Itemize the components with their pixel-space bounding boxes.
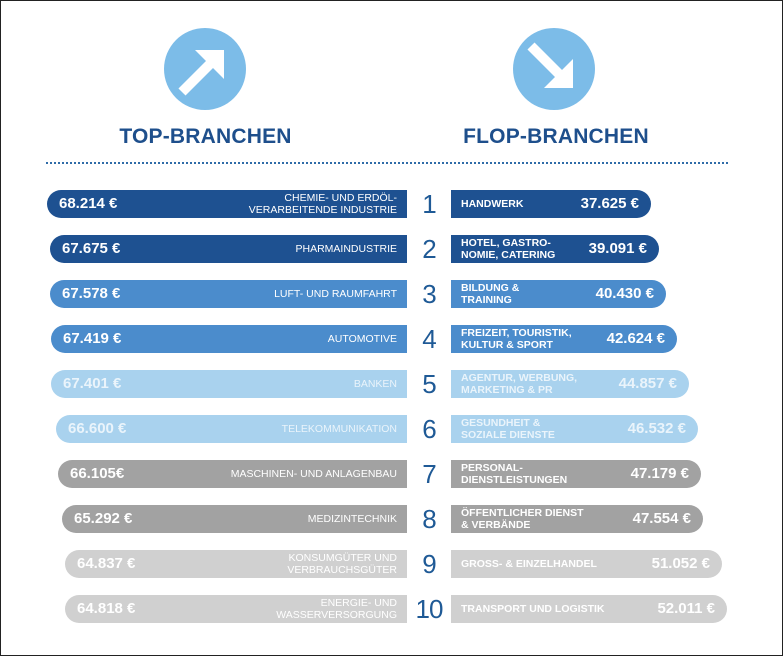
top-bar-label: LUFT- UND RAUMFAHRT — [274, 288, 397, 300]
flop-bar-label: AGENTUR, WERBUNG, MARKETING & PR — [461, 372, 578, 396]
rank-number: 1 — [422, 189, 436, 219]
top-bar-7 — [58, 460, 407, 488]
top-bar-label: AUTOMOTIVE — [327, 333, 397, 345]
top-bar-label: BANKEN — [353, 378, 397, 390]
arrow-up-right-icon — [164, 28, 246, 110]
flop-bar-value: 51.052 € — [651, 555, 710, 572]
top-bar-label: TELEKOMMUNIKATION — [281, 423, 397, 435]
rank-number: 10 — [415, 594, 443, 624]
flop-bar-value: 52.011 € — [657, 600, 715, 617]
top-bar-value: 66.600 € — [68, 420, 127, 437]
flop-bar-label: ÖFFENTLICHER DIENST & VERBÄNDE — [461, 507, 584, 531]
flop-bar-value: 44.857 € — [618, 375, 677, 392]
top-bar-4 — [51, 325, 407, 353]
top-bar-label: MEDIZINTECHNIK — [307, 513, 397, 525]
flop-bar-value: 42.624 € — [606, 330, 665, 347]
top-bar-label: CHEMIE- UND ERDÖL- VERARBEITENDE INDUSTRIE — [248, 192, 397, 216]
rank-number: 6 — [422, 414, 436, 444]
flop-bar-value: 46.532 € — [627, 420, 686, 437]
top-bar-8 — [62, 505, 407, 533]
flop-bar-label: TRANSPORT UND LOGISTIK — [461, 603, 605, 615]
top-bar-value: 67.578 € — [62, 285, 121, 302]
flop-bar-3 — [451, 280, 666, 308]
flop-bar-label: HANDWERK — [461, 198, 524, 210]
top-bar-1 — [47, 190, 407, 218]
arrow-down-right-icon — [513, 28, 595, 110]
rank-number: 2 — [422, 234, 436, 264]
top-bar-label: PHARMAINDUSTRIE — [295, 243, 397, 255]
rank-number: 5 — [422, 369, 436, 399]
flop-bar-7 — [451, 460, 701, 488]
flop-bar-6 — [451, 415, 698, 443]
flop-bar-label: BILDUNG & TRAINING — [461, 282, 520, 306]
flop-bar-value: 40.430 € — [595, 285, 654, 302]
flop-bar-value: 39.091 € — [588, 240, 647, 257]
flop-bar-1 — [451, 190, 651, 218]
top-bar-value: 66.105€ — [70, 465, 125, 482]
rank-number: 4 — [422, 324, 436, 354]
top-bar-3 — [50, 280, 407, 308]
top-bar-2 — [50, 235, 407, 263]
top-bar-label: KONSUMGÜTER UND VERBRAUCHSGÜTER — [287, 552, 397, 576]
top-bar-6 — [56, 415, 407, 443]
top-bar-value: 67.401 € — [63, 375, 122, 392]
flop-bar-9 — [451, 550, 722, 578]
top-bar-value: 65.292 € — [74, 510, 133, 527]
top-bar-label: MASCHINEN- UND ANLAGENBAU — [230, 468, 397, 480]
top-bar-value: 68.214 € — [59, 195, 118, 212]
rank-number: 7 — [422, 459, 436, 489]
top-branchen-title: TOP-BRANCHEN — [119, 125, 292, 148]
top-bar-5 — [51, 370, 407, 398]
flop-branchen-title: FLOP-BRANCHEN — [463, 125, 649, 148]
rank-number: 3 — [422, 279, 436, 309]
top-bar-10 — [65, 595, 407, 623]
flop-bar-value: 37.625 € — [580, 195, 639, 212]
flop-bar-label: HOTEL, GASTRO- NOMIE, CATERING — [461, 237, 556, 261]
flop-bar-8 — [451, 505, 703, 533]
flop-bar-label: GROSS- & EINZELHANDEL — [461, 558, 597, 570]
top-bar-9 — [65, 550, 407, 578]
rank-number: 8 — [422, 504, 436, 534]
flop-bar-value: 47.554 € — [632, 510, 691, 527]
dotted-divider — [46, 162, 728, 164]
top-bar-value: 67.675 € — [62, 240, 121, 257]
flop-bar-label: FREIZEIT, TOURISTIK, KULTUR & SPORT — [461, 327, 572, 351]
flop-bar-2 — [451, 235, 659, 263]
arrow-up-right-graphic — [164, 28, 246, 110]
rank-number: 9 — [422, 549, 436, 579]
flop-bar-10 — [451, 595, 727, 623]
top-bar-value: 64.837 € — [77, 555, 136, 572]
top-bar-value: 64.818 € — [77, 600, 136, 617]
top-bar-value: 67.419 € — [63, 330, 122, 347]
top-bar-label: ENERGIE- UND WASSERVERSORGUNG — [276, 597, 397, 621]
arrow-down-right-graphic — [513, 28, 595, 110]
flop-bar-5 — [451, 370, 689, 398]
flop-bar-label: PERSONAL- DIENSTLEISTUNGEN — [461, 462, 568, 486]
flop-bar-value: 47.179 € — [630, 465, 689, 482]
flop-bar-4 — [451, 325, 677, 353]
flop-bar-label: GESUNDHEIT & SOZIALE DIENSTE — [461, 417, 555, 441]
